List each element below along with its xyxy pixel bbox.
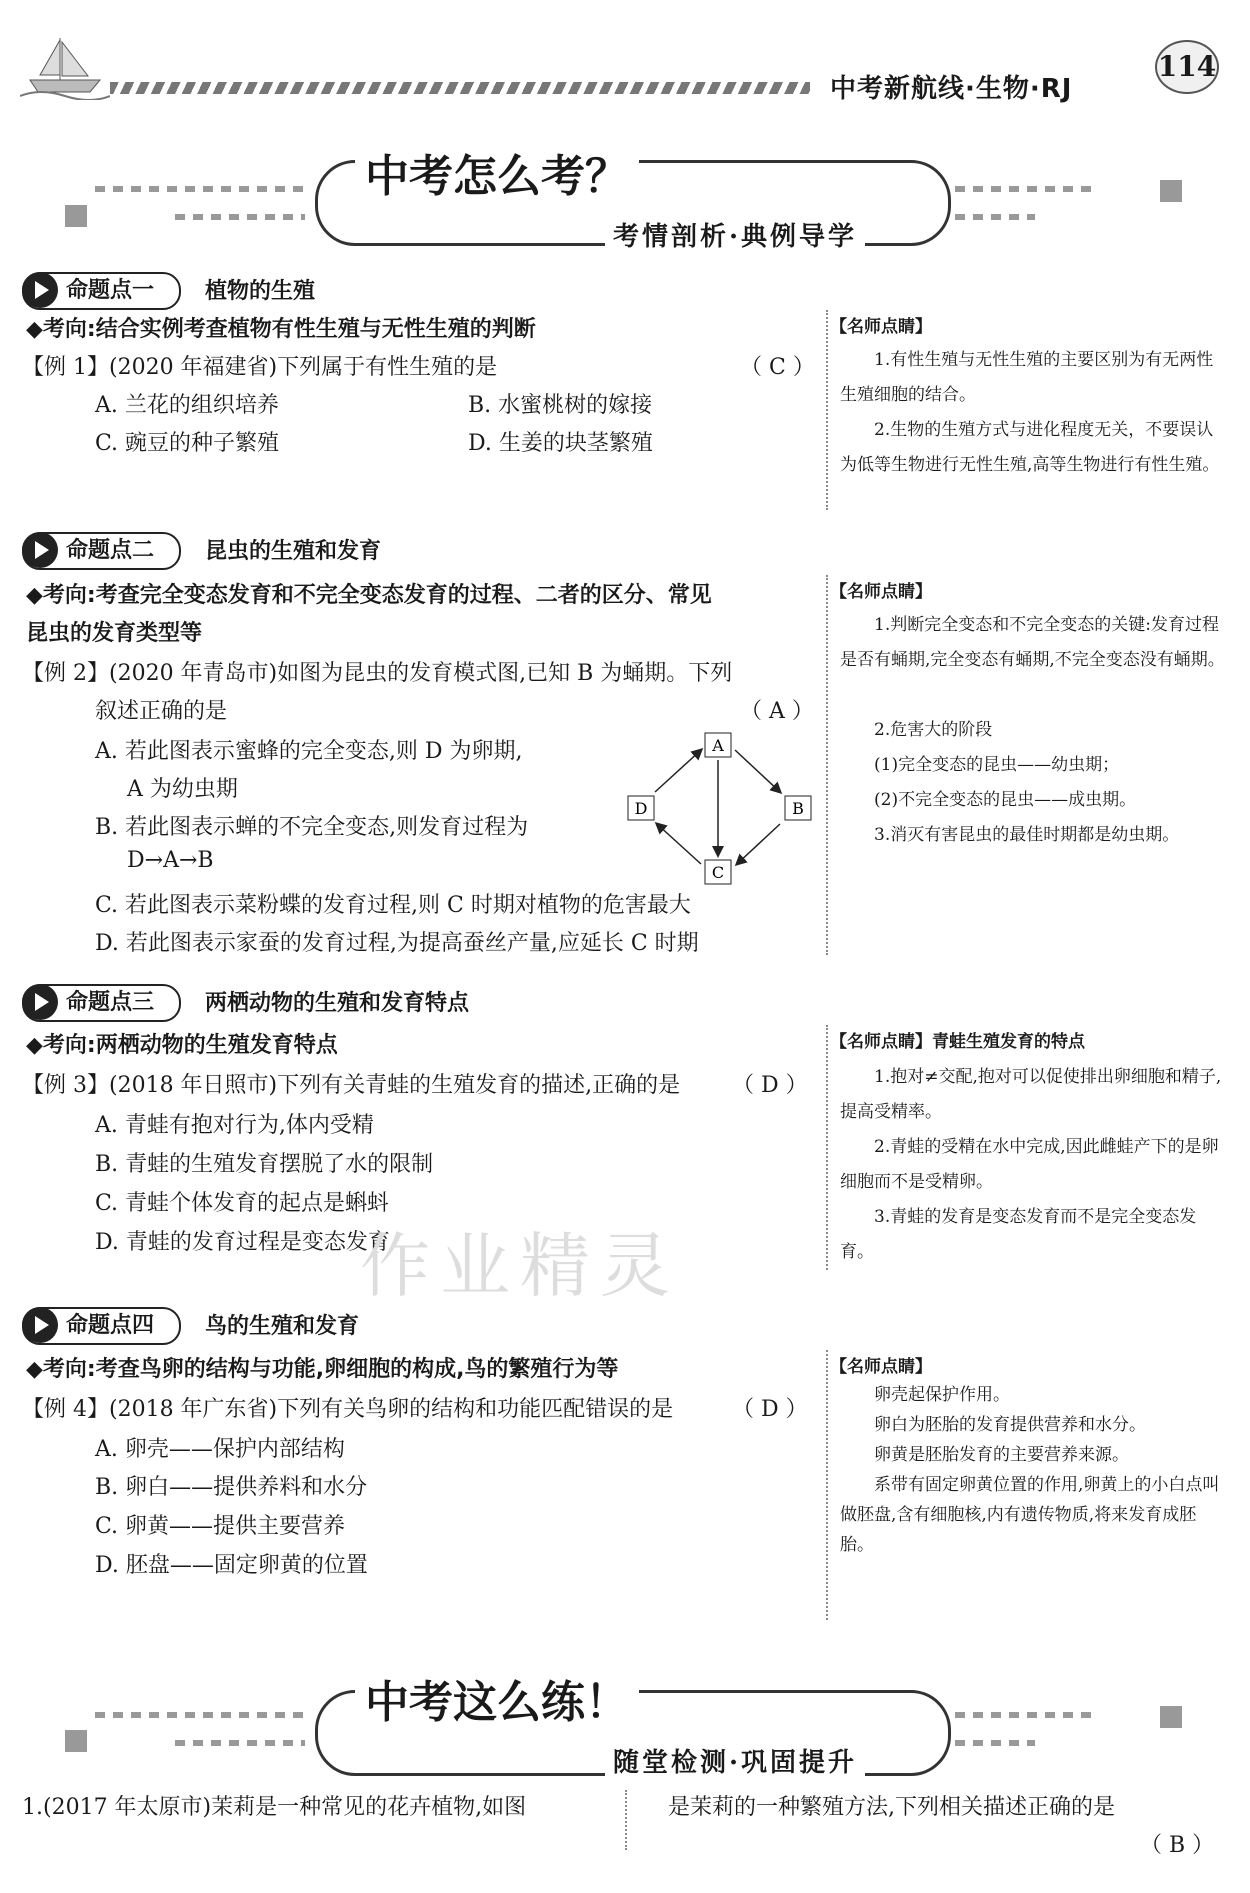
play-icon: [22, 984, 58, 1020]
option-4a: A. 卵壳——保护内部结构: [95, 1437, 345, 1462]
side-note-4b: 卵白为胚胎的发育提供营养和水分。: [874, 1415, 1146, 1435]
stage-label-b: B: [792, 799, 804, 818]
play-icon: [22, 532, 58, 568]
header-rule: [110, 82, 810, 94]
direction-2: ◆考向:考查完全变态发育和不完全变态发育的过程、二者的区分、常见: [26, 583, 712, 608]
option-2a: A. 若此图表示蜜蜂的完全变态,则 D 为卵期,: [95, 739, 523, 764]
practice-answer: （ B ）: [1140, 1833, 1215, 1858]
option-2b: B. 若此图表示蝉的不完全变态,则发育过程为: [95, 815, 529, 840]
direction-1: ◆考向:结合实例考查植物有性生殖与无性生殖的判断: [26, 317, 536, 342]
banner2-subtitle: 随堂检测·巩固提升: [605, 1742, 865, 1779]
question-3: 【例 3】(2018 年日照市)下列有关青蛙的生殖发育的描述,正确的是: [22, 1073, 681, 1098]
topic-tag-4: 命题点四: [22, 1307, 181, 1345]
banner2-dash-left: [95, 1712, 305, 1718]
side-note-2b: 2.危害大的阶段: [874, 720, 993, 740]
answer-4: （ D ）: [732, 1397, 808, 1422]
arrow-c-d: [657, 824, 701, 864]
arrow-d-a: [655, 750, 701, 792]
option-3b: B. 青蛙的生殖发育摆脱了水的限制: [95, 1152, 434, 1177]
page-number: 114: [1155, 40, 1219, 94]
option-1c: C. 豌豆的种子繁殖: [95, 431, 280, 456]
option-3c: C. 青蛙个体发育的起点是蝌蚪: [95, 1191, 390, 1216]
option-4d: D. 胚盘——固定卵黄的位置: [95, 1553, 368, 1578]
side-divider-2: [826, 575, 828, 955]
side-title-4: 【名师点睛】: [830, 1357, 932, 1377]
side-divider-1: [826, 310, 828, 510]
practice-q1-left: 1.(2017 年太原市)茉莉是一种常见的花卉植物,如图: [22, 1795, 527, 1820]
side-note-1b: 2.生物的生殖方式与进化程度无关，不要误认为低等生物进行无性生殖,高等生物进行有性生殖。: [840, 420, 1220, 475]
banner2-title: 中考这么练！: [355, 1666, 639, 1730]
side-note-2d: (2)不完全变态的昆虫——成虫期。: [874, 790, 1137, 810]
header-title: 中考新航线·生物·RJ: [830, 74, 1073, 104]
option-3a: A. 青蛙有抱对行为,体内受精: [95, 1113, 374, 1138]
banner-square-left: [65, 205, 87, 227]
side-note-3c: 3.青蛙的发育是变态发育而不是完全变态发育。: [840, 1207, 1197, 1262]
question-2: 【例 2】(2020 年青岛市)如图为昆虫的发育模式图,已知 B 为蛹期。下列: [22, 661, 733, 686]
stage-label-d: D: [634, 799, 648, 818]
topic-title-3: 两栖动物的生殖和发育特点: [205, 991, 470, 1016]
side-note-2a: 1.判断完全变态和不完全变态的关键:发育过程是否有蛹期,完全变态有蛹期,不完全变态没有蛹期。: [840, 615, 1225, 670]
play-icon: [22, 272, 58, 308]
stage-label-a: A: [712, 736, 724, 755]
option-2b-cont: D→A→B: [127, 848, 214, 873]
banner-dash-left2: [175, 214, 305, 220]
banner2-dash-right2: [955, 1740, 1035, 1746]
side-note-2c: (1)完全变态的昆虫——幼虫期；: [874, 755, 1120, 775]
option-3d: D. 青蛙的发育过程是变态发育: [95, 1230, 390, 1255]
arrow-a-b: [735, 750, 780, 792]
side-note-4c: 卵黄是胚胎发育的主要营养来源。: [874, 1445, 1129, 1465]
side-note-1a: 1.有性生殖与无性生殖的主要区别为有无两性生殖细胞的结合。: [840, 350, 1214, 405]
direction-4: ◆考向:考查鸟卵的结构与功能,卵细胞的构成,鸟的繁殖行为等: [26, 1357, 619, 1382]
side-note-3b: 2.青蛙的受精在水中完成,因此雌蛙产下的是卵细胞而不是受精卵。: [840, 1137, 1219, 1192]
side-title-3: 【名师点睛】青蛙生殖发育的特点: [830, 1032, 1085, 1052]
banner2-square-right: [1160, 1706, 1182, 1728]
arrow-b-c: [737, 824, 780, 864]
practice-q1-right: 是茉莉的一种繁殖方法,下列相关描述正确的是: [668, 1795, 1115, 1820]
stage-label-c: C: [711, 863, 725, 882]
topic-title-4: 鸟的生殖和发育: [205, 1314, 360, 1339]
side-title-2: 【名师点睛】: [830, 582, 932, 602]
side-note-3a: 1.抱对≠交配,抱对可以促使排出卵细胞和精子,提高受精率。: [840, 1067, 1222, 1122]
answer-1: （ C ）: [740, 355, 815, 380]
direction-2b: 昆虫的发育类型等: [26, 621, 203, 646]
insect-development-diagram: [625, 730, 815, 890]
topic-tag-2: 命题点二: [22, 532, 181, 570]
side-note-2e: 3.消灭有害昆虫的最佳时期都是幼虫期。: [874, 825, 1180, 845]
banner-title: 中考怎么考？: [355, 140, 639, 204]
side-note-4d: 系带有固定卵黄位置的作用,卵黄上的小白点叫做胚盘,含有细胞核,内有遗传物质,将来发育成胚胎。: [840, 1475, 1220, 1555]
option-2d: D. 若此图表示家蚕的发育过程,为提高蚕丝产量,应延长 C 时期: [95, 931, 699, 956]
banner-dash-right: [955, 186, 1095, 192]
option-4b: B. 卵白——提供养料和水分: [95, 1475, 368, 1500]
play-icon: [22, 1307, 58, 1343]
option-1b: B. 水蜜桃树的嫁接: [468, 393, 653, 418]
question-1: 【例 1】(2020 年福建省)下列属于有性生殖的是: [22, 355, 498, 380]
banner-dash-left: [95, 186, 305, 192]
banner2-dash-right: [955, 1712, 1095, 1718]
topic-title-1: 植物的生殖: [205, 279, 316, 304]
side-title-1: 【名师点睛】: [830, 317, 932, 337]
answer-3: （ D ）: [732, 1073, 808, 1098]
answer-2: （ A ）: [740, 699, 814, 724]
banner-square-right: [1160, 180, 1182, 202]
question-4: 【例 4】(2018 年广东省)下列有关鸟卵的结构和功能匹配错误的是: [22, 1397, 674, 1422]
option-4c: C. 卵黄——提供主要营养: [95, 1514, 346, 1539]
direction-3: ◆考向:两栖动物的生殖发育特点: [26, 1033, 338, 1058]
option-2c: C. 若此图表示菜粉蝶的发育过程,则 C 时期对植物的危害最大: [95, 893, 691, 918]
banner-dash-right2: [955, 214, 1035, 220]
option-1a: A. 兰花的组织培养: [95, 393, 279, 418]
side-note-4a: 卵壳起保护作用。: [874, 1385, 1010, 1405]
topic-tag-3: 命题点三: [22, 984, 181, 1022]
topic-title-2: 昆虫的生殖和发育: [205, 539, 382, 564]
side-divider-3: [826, 1025, 828, 1270]
sailboat-logo-icon: [20, 30, 110, 100]
option-1d: D. 生姜的块茎繁殖: [468, 431, 653, 456]
option-2a-cont: A 为幼虫期: [127, 777, 238, 802]
question-2b: 叙述正确的是: [95, 699, 228, 724]
banner2-square-left: [65, 1730, 87, 1752]
banner-subtitle: 考情剖析·典例导学: [605, 216, 865, 253]
watermark: 作业精灵: [360, 1225, 680, 1307]
banner2-dash-left2: [175, 1740, 305, 1746]
side-divider-4: [826, 1350, 828, 1620]
practice-divider: [625, 1790, 627, 1850]
topic-tag-1: 命题点一: [22, 272, 181, 310]
